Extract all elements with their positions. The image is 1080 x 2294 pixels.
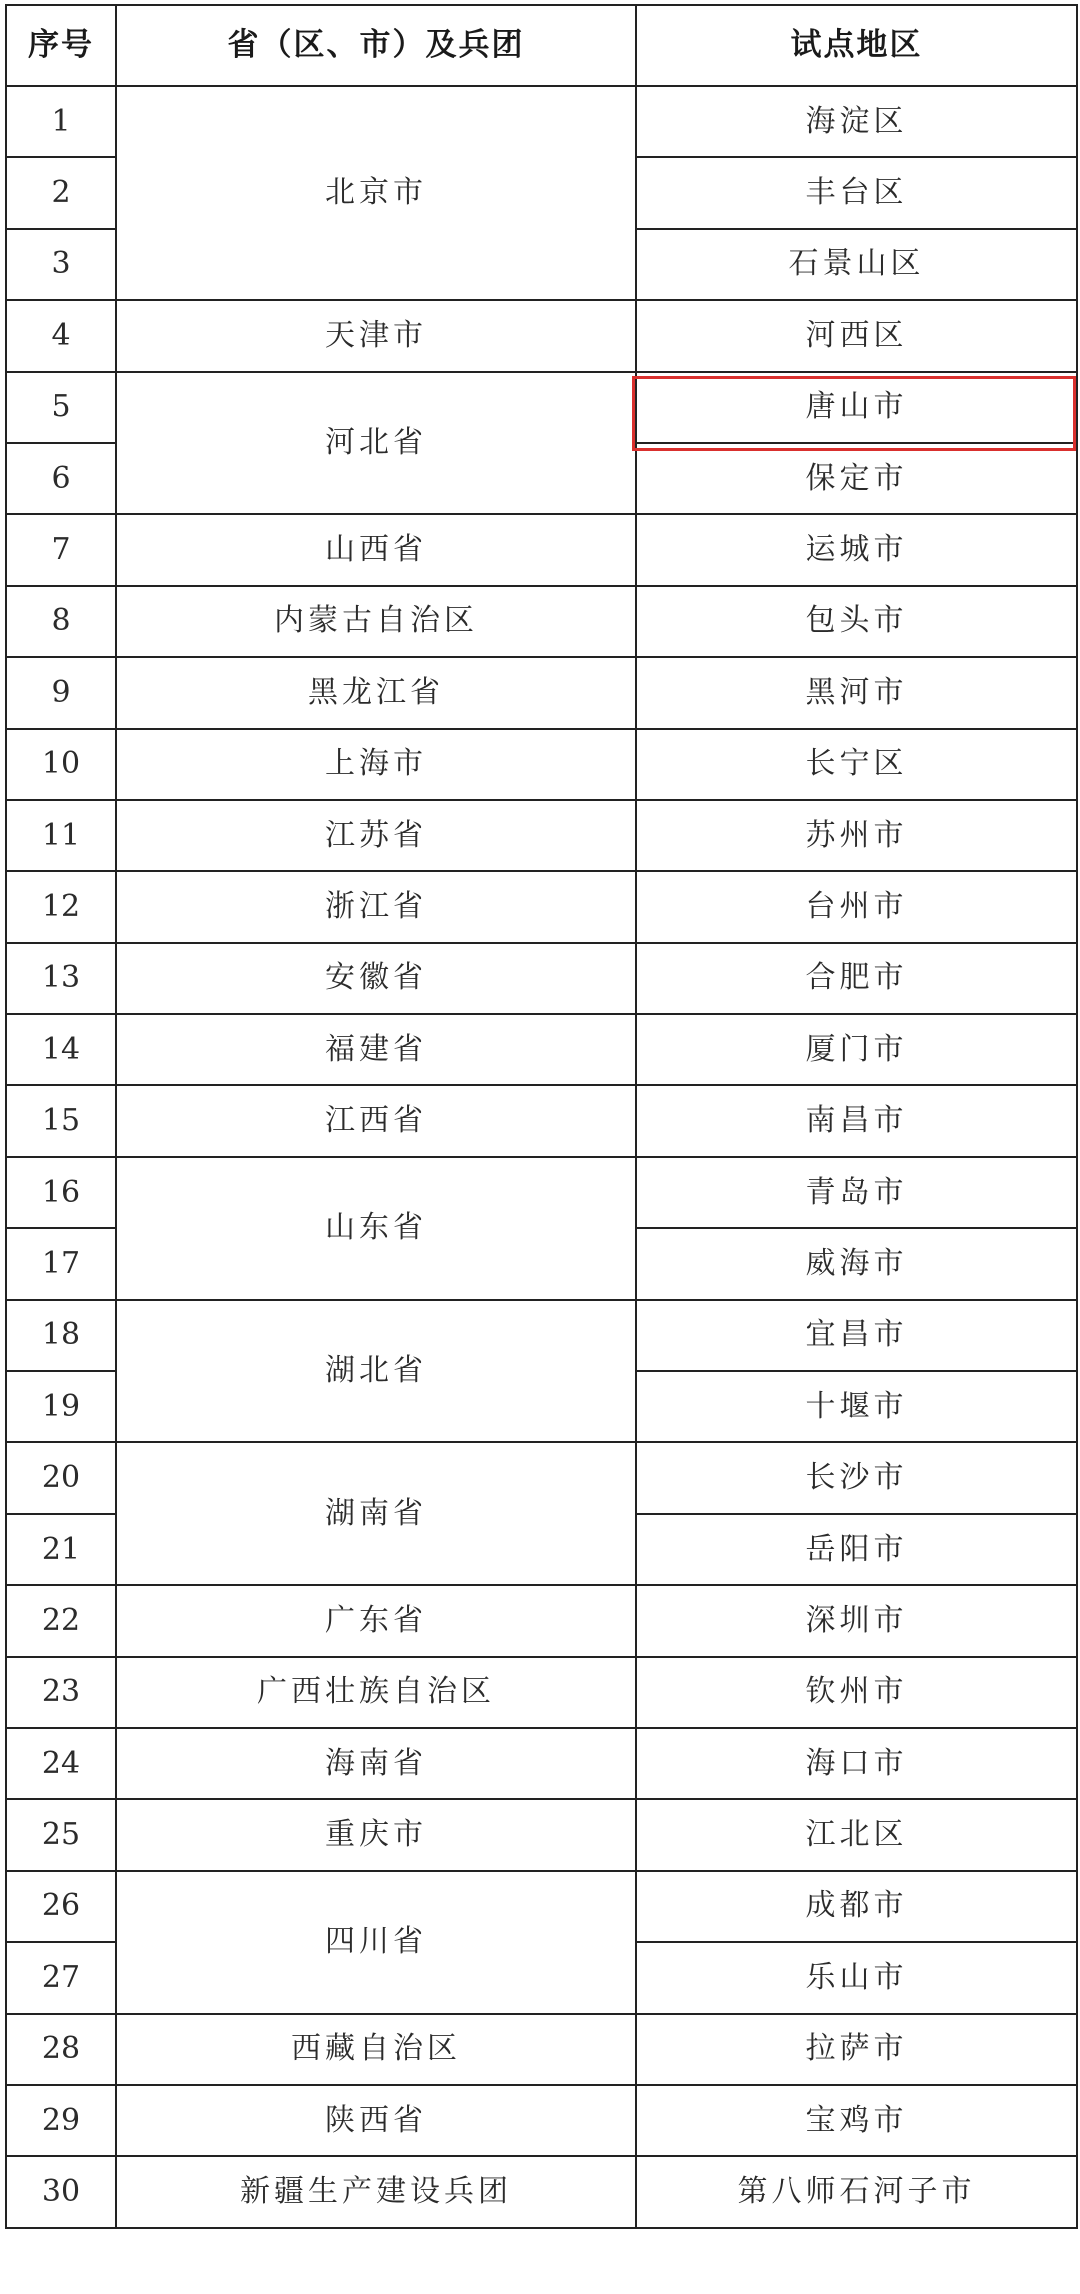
- province-cell: 河北省: [116, 372, 636, 515]
- pilot-area-cell-highlighted: 唐山市: [636, 372, 1077, 443]
- serial-number-cell: 26: [6, 1871, 116, 1942]
- table-row: [6, 1799, 1077, 1870]
- table-row: [6, 1442, 1077, 1513]
- table-row: [6, 1085, 1077, 1156]
- province-cell: 山西省: [116, 514, 636, 585]
- pilot-area-cell: 河西区: [636, 300, 1077, 371]
- province-cell: 四川省: [116, 1871, 636, 2014]
- pilot-area-cell: 十堰市: [636, 1371, 1077, 1442]
- serial-number-cell: 6: [6, 443, 116, 514]
- table-row: [6, 2085, 1077, 2156]
- pilot-area-cell: 保定市: [636, 443, 1077, 514]
- serial-number-cell: 24: [6, 1728, 116, 1799]
- province-cell: 山东省: [116, 1157, 636, 1300]
- pilot-area-cell: 苏州市: [636, 800, 1077, 871]
- pilot-area-cell: 青岛市: [636, 1157, 1077, 1228]
- pilot-area-cell: 拉萨市: [636, 2014, 1077, 2085]
- header-serial-number: 序号: [6, 5, 116, 86]
- serial-number-cell: 19: [6, 1371, 116, 1442]
- serial-number-cell: 2: [6, 157, 116, 228]
- table-row: [6, 372, 1077, 443]
- serial-number-cell: 7: [6, 514, 116, 585]
- table-row: [6, 943, 1077, 1014]
- serial-number-cell: 12: [6, 871, 116, 942]
- serial-number-cell: 3: [6, 229, 116, 300]
- pilot-area-cell: 乐山市: [636, 1942, 1077, 2013]
- serial-number-cell: 5: [6, 372, 116, 443]
- serial-number-cell: 27: [6, 1942, 116, 2013]
- province-cell: 安徽省: [116, 943, 636, 1014]
- serial-number-cell: 13: [6, 943, 116, 1014]
- province-cell: 内蒙古自治区: [116, 586, 636, 657]
- province-cell: 福建省: [116, 1014, 636, 1085]
- pilot-regions-table: [5, 4, 1078, 2229]
- province-cell: 天津市: [116, 300, 636, 371]
- serial-number-cell: 14: [6, 1014, 116, 1085]
- province-cell: 江苏省: [116, 800, 636, 871]
- pilot-area-cell: 合肥市: [636, 943, 1077, 1014]
- serial-number-cell: 22: [6, 1585, 116, 1656]
- pilot-area-cell: 威海市: [636, 1228, 1077, 1299]
- table-row: [6, 1157, 1077, 1228]
- province-cell: 上海市: [116, 729, 636, 800]
- table-row: [6, 1014, 1077, 1085]
- serial-number-cell: 28: [6, 2014, 116, 2085]
- table-row: [6, 300, 1077, 371]
- province-cell: 西藏自治区: [116, 2014, 636, 2085]
- serial-number-cell: 29: [6, 2085, 116, 2156]
- serial-number-cell: 18: [6, 1300, 116, 1371]
- table-header: [6, 5, 1077, 86]
- province-cell: 广西壮族自治区: [116, 1657, 636, 1728]
- header-pilot-area: 试点地区: [636, 5, 1077, 86]
- pilot-area-cell: 运城市: [636, 514, 1077, 585]
- serial-number-cell: 20: [6, 1442, 116, 1513]
- table-row: [6, 2014, 1077, 2085]
- pilot-area-cell: 长沙市: [636, 1442, 1077, 1513]
- serial-number-cell: 25: [6, 1799, 116, 1870]
- pilot-area-cell: 丰台区: [636, 157, 1077, 228]
- serial-number-cell: 16: [6, 1157, 116, 1228]
- pilot-area-cell: 宝鸡市: [636, 2085, 1077, 2156]
- table-row: [6, 2156, 1077, 2227]
- pilot-area-cell: 厦门市: [636, 1014, 1077, 1085]
- serial-number-cell: 8: [6, 586, 116, 657]
- pilot-area-cell: 包头市: [636, 586, 1077, 657]
- province-cell: 湖南省: [116, 1442, 636, 1585]
- pilot-area-cell: 长宁区: [636, 729, 1077, 800]
- province-cell: 黑龙江省: [116, 657, 636, 728]
- serial-number-cell: 4: [6, 300, 116, 371]
- table-row: [6, 1728, 1077, 1799]
- table-body: [6, 86, 1077, 2228]
- serial-number-cell: 30: [6, 2156, 116, 2227]
- table-row: [6, 1300, 1077, 1371]
- table-row: [6, 1585, 1077, 1656]
- table-row: [6, 86, 1077, 157]
- serial-number-cell: 10: [6, 729, 116, 800]
- pilot-area-cell: 深圳市: [636, 1585, 1077, 1656]
- pilot-area-cell: 黑河市: [636, 657, 1077, 728]
- serial-number-cell: 17: [6, 1228, 116, 1299]
- header-province: 省（区、市）及兵团: [116, 5, 636, 86]
- table-row: [6, 1871, 1077, 1942]
- serial-number-cell: 1: [6, 86, 116, 157]
- province-cell: 江西省: [116, 1085, 636, 1156]
- serial-number-cell: 15: [6, 1085, 116, 1156]
- pilot-area-cell: 南昌市: [636, 1085, 1077, 1156]
- serial-number-cell: 21: [6, 1514, 116, 1585]
- province-cell: 湖北省: [116, 1300, 636, 1443]
- header-row: [6, 5, 1077, 86]
- pilot-area-cell: 钦州市: [636, 1657, 1077, 1728]
- table-row: [6, 1657, 1077, 1728]
- pilot-area-cell: 台州市: [636, 871, 1077, 942]
- province-cell: 海南省: [116, 1728, 636, 1799]
- pilot-area-cell: 江北区: [636, 1799, 1077, 1870]
- province-cell: 陕西省: [116, 2085, 636, 2156]
- serial-number-cell: 11: [6, 800, 116, 871]
- serial-number-cell: 9: [6, 657, 116, 728]
- pilot-area-cell: 石景山区: [636, 229, 1077, 300]
- province-cell: 重庆市: [116, 1799, 636, 1870]
- table-row: [6, 586, 1077, 657]
- province-cell: 广东省: [116, 1585, 636, 1656]
- table-row: [6, 800, 1077, 871]
- serial-number-cell: 23: [6, 1657, 116, 1728]
- pilot-area-cell: 岳阳市: [636, 1514, 1077, 1585]
- table-row: [6, 729, 1077, 800]
- pilot-area-cell: 成都市: [636, 1871, 1077, 1942]
- pilot-area-cell: 海口市: [636, 1728, 1077, 1799]
- table-row: [6, 871, 1077, 942]
- table-row: [6, 514, 1077, 585]
- province-cell: 浙江省: [116, 871, 636, 942]
- province-cell: 新疆生产建设兵团: [116, 2156, 636, 2227]
- pilot-area-cell: 海淀区: [636, 86, 1077, 157]
- pilot-area-cell: 宜昌市: [636, 1300, 1077, 1371]
- pilot-area-cell: 第八师石河子市: [636, 2156, 1077, 2227]
- table-row: [6, 657, 1077, 728]
- province-cell: 北京市: [116, 86, 636, 300]
